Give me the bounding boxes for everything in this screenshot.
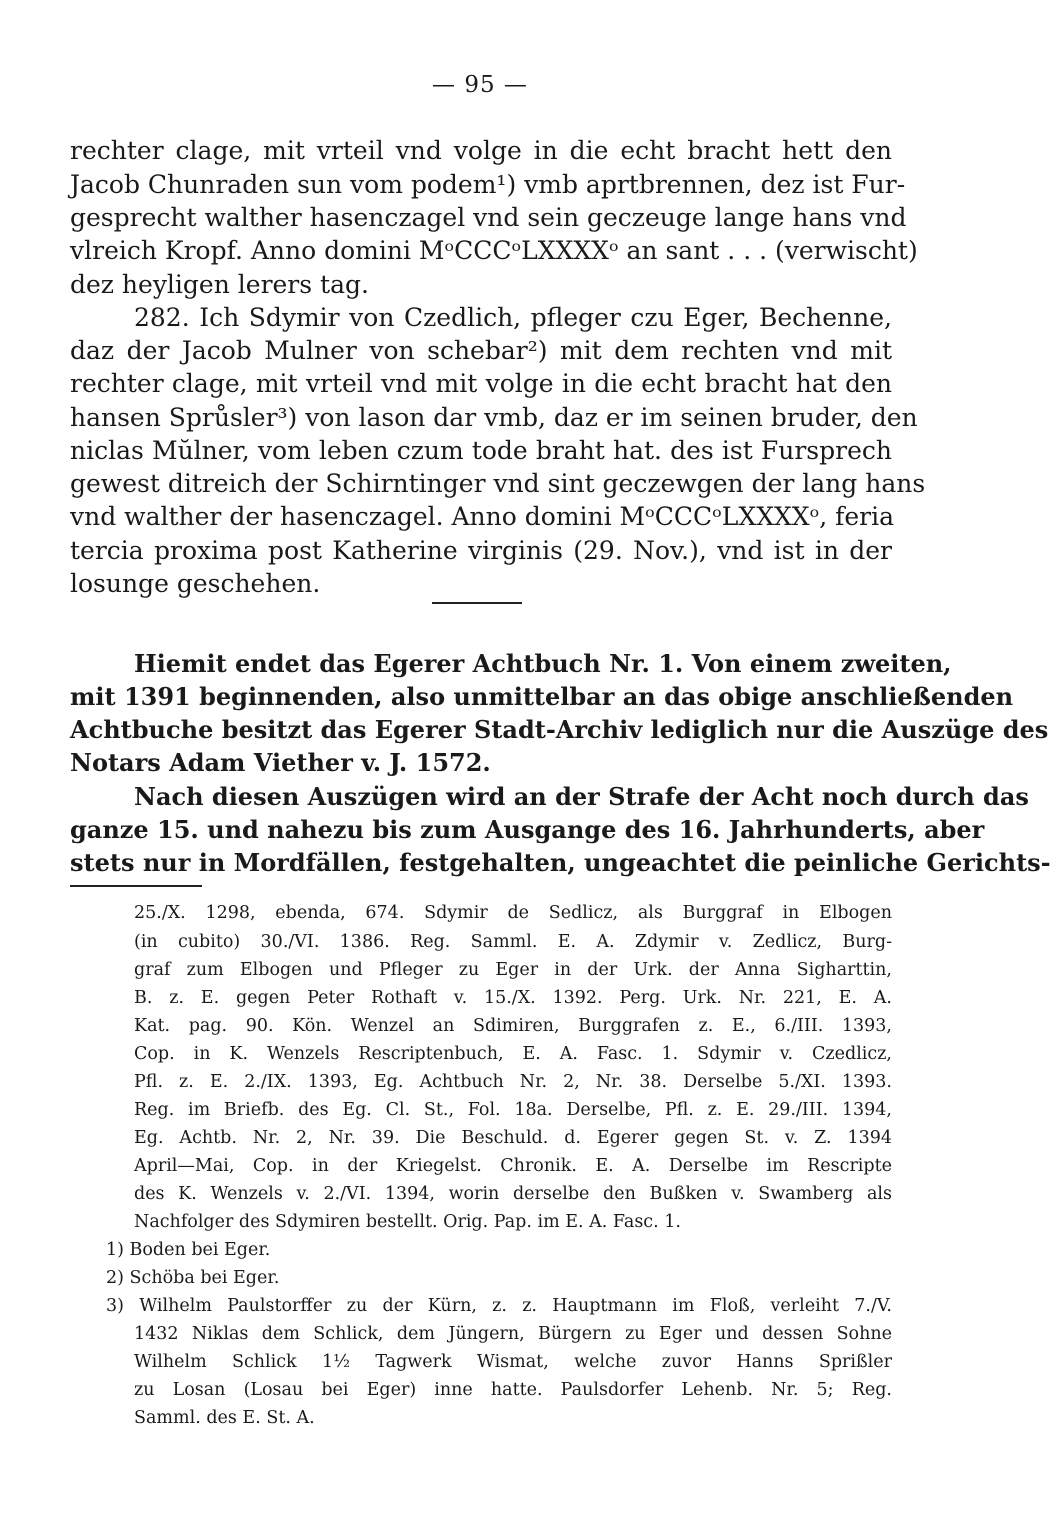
text-line: Achtbuche besitzt das Egerer Stadt-Archiv lediglich nur die Auszüge des [70, 715, 1049, 744]
footnote-line: graf zum Elbogen und Pfleger zu Eger in der Urk. der Anna Sigharttin, [134, 960, 892, 980]
text-line: vlreich Kropf. Anno domini MᵒCCCᵒLXXXXᵒ an sant . . . (verwischt) [70, 236, 918, 265]
text-line: rechter clage, mit vrteil vnd volge in die echt bracht hett den [70, 136, 892, 165]
footnote-line: (in cubito) 30./VI. 1386. Reg. Samml. E. A. Zdymir v. Zedlicz, Burg- [134, 932, 892, 952]
footnote-line: des K. Wenzels v. 2./VI. 1394, worin derselbe den Bußken v. Swamberg als [134, 1184, 892, 1204]
footnote-line: zu Losan (Losau bei Eger) inne hatte. Paulsdorfer Lehenb. Nr. 5; Reg. [134, 1380, 892, 1400]
footnote-3: 3) Wilhelm Paulstorffer zu der Kürn, z. z. Hauptmann im Floß, verleiht 7./V. [106, 1296, 892, 1316]
footnote-line: Kat. pag. 90. Kön. Wenzel an Sdimiren, Burggrafen z. E., 6./III. 1393, [134, 1016, 892, 1036]
text-line: Hiemit endet das Egerer Achtbuch Nr. 1. Von einem zweiten, [134, 649, 952, 678]
footnote-rule [70, 885, 202, 887]
footnote-line: Samml. des E. St. A. [134, 1408, 315, 1428]
footnote-line: Reg. im Briefb. des Eg. Cl. St., Fol. 18a. Derselbe, Pfl. z. E. 29./III. 1394, [134, 1100, 892, 1120]
text-line: niclas Mŭlner, vom leben czum tode braht hat. des ist Fursprech [70, 436, 892, 465]
footnote-line: 25./X. 1298, ebenda, 674. Sdymir de Sedlicz, als Burggraf in Elbogen [134, 903, 892, 923]
footnote-2: 2) Schöba bei Eger. [106, 1268, 280, 1288]
text-line: stets nur in Mordfällen, festgehalten, ungeachtet die peinliche Gerichts- [70, 848, 1051, 877]
text-line: vnd walther der hasenczagel. Anno domini MᵒCCCᵒLXXXXᵒ, feria [70, 502, 895, 531]
text-line: 282. Ich Sdymir von Czedlich, pfleger czu Eger, Bechenne, [134, 303, 892, 332]
text-line: mit 1391 beginnenden, also unmittelbar an das obige anschließenden [70, 682, 1014, 711]
text-line: daz der Jacob Mulner von schebar²) mit dem rechten vnd mit [70, 336, 892, 365]
footnote-line: Cop. in K. Wenzels Rescriptenbuch, E. A. Fasc. 1. Sdymir v. Czedlicz, [134, 1044, 892, 1064]
text-line: tercia proxima post Katherine virginis (29. Nov.), vnd ist in der [70, 536, 892, 565]
text-line: Nach diesen Auszügen wird an der Strafe der Acht noch durch das [134, 782, 1029, 811]
text-line: Jacob Chunraden sun vom podem¹) vmb aprtbrennen, dez ist Fur- [70, 170, 906, 199]
text-line: losunge geschehen. [70, 569, 321, 598]
page-number: — 95 — [432, 72, 528, 98]
footnote-line: Eg. Achtb. Nr. 2, Nr. 39. Die Beschuld. d. Egerer gegen St. v. Z. 1394 [134, 1128, 892, 1148]
footnote-line: April—Mai, Cop. in der Kriegelst. Chronik. E. A. Derselbe im Rescripte [134, 1156, 892, 1176]
footnote-1: 1) Boden bei Eger. [106, 1240, 271, 1260]
text-line: rechter clage, mit vrteil vnd mit volge in die echt bracht hat den [70, 369, 892, 398]
footnote-line: 1432 Niklas dem Schlick, dem Jüngern, Bürgern zu Eger und dessen Sohne [134, 1324, 892, 1344]
text-line: dez heyligen lerers tag. [70, 270, 369, 299]
text-line: gewest ditreich der Schirntinger vnd sint geczewgen der lang hans [70, 469, 926, 498]
text-line: hansen Sprůsler³) von lason dar vmb, daz er im seinen bruder, den [70, 403, 918, 432]
text-line: gesprecht walther hasenczagel vnd sein geczeuge lange hans vnd [70, 203, 907, 232]
footnote-line: Nachfolger des Sdymiren bestellt. Orig. Pap. im E. A. Fasc. 1. [134, 1212, 681, 1232]
footnote-line: B. z. E. gegen Peter Rothaft v. 15./X. 1392. Perg. Urk. Nr. 221, E. A. [134, 988, 892, 1008]
footnote-line: Wilhelm Schlick 1½ Tagwerk Wismat, welche zuvor Hanns Sprißler [134, 1352, 892, 1372]
section-divider [432, 602, 522, 604]
footnote-line: Pfl. z. E. 2./IX. 1393, Eg. Achtbuch Nr. 2, Nr. 38. Derselbe 5./XI. 1393. [134, 1072, 892, 1092]
text-line: ganze 15. und nahezu bis zum Ausgange des 16. Jahrhunderts, aber [70, 815, 985, 844]
text-line: Notars Adam Viether v. J. 1572. [70, 748, 491, 777]
